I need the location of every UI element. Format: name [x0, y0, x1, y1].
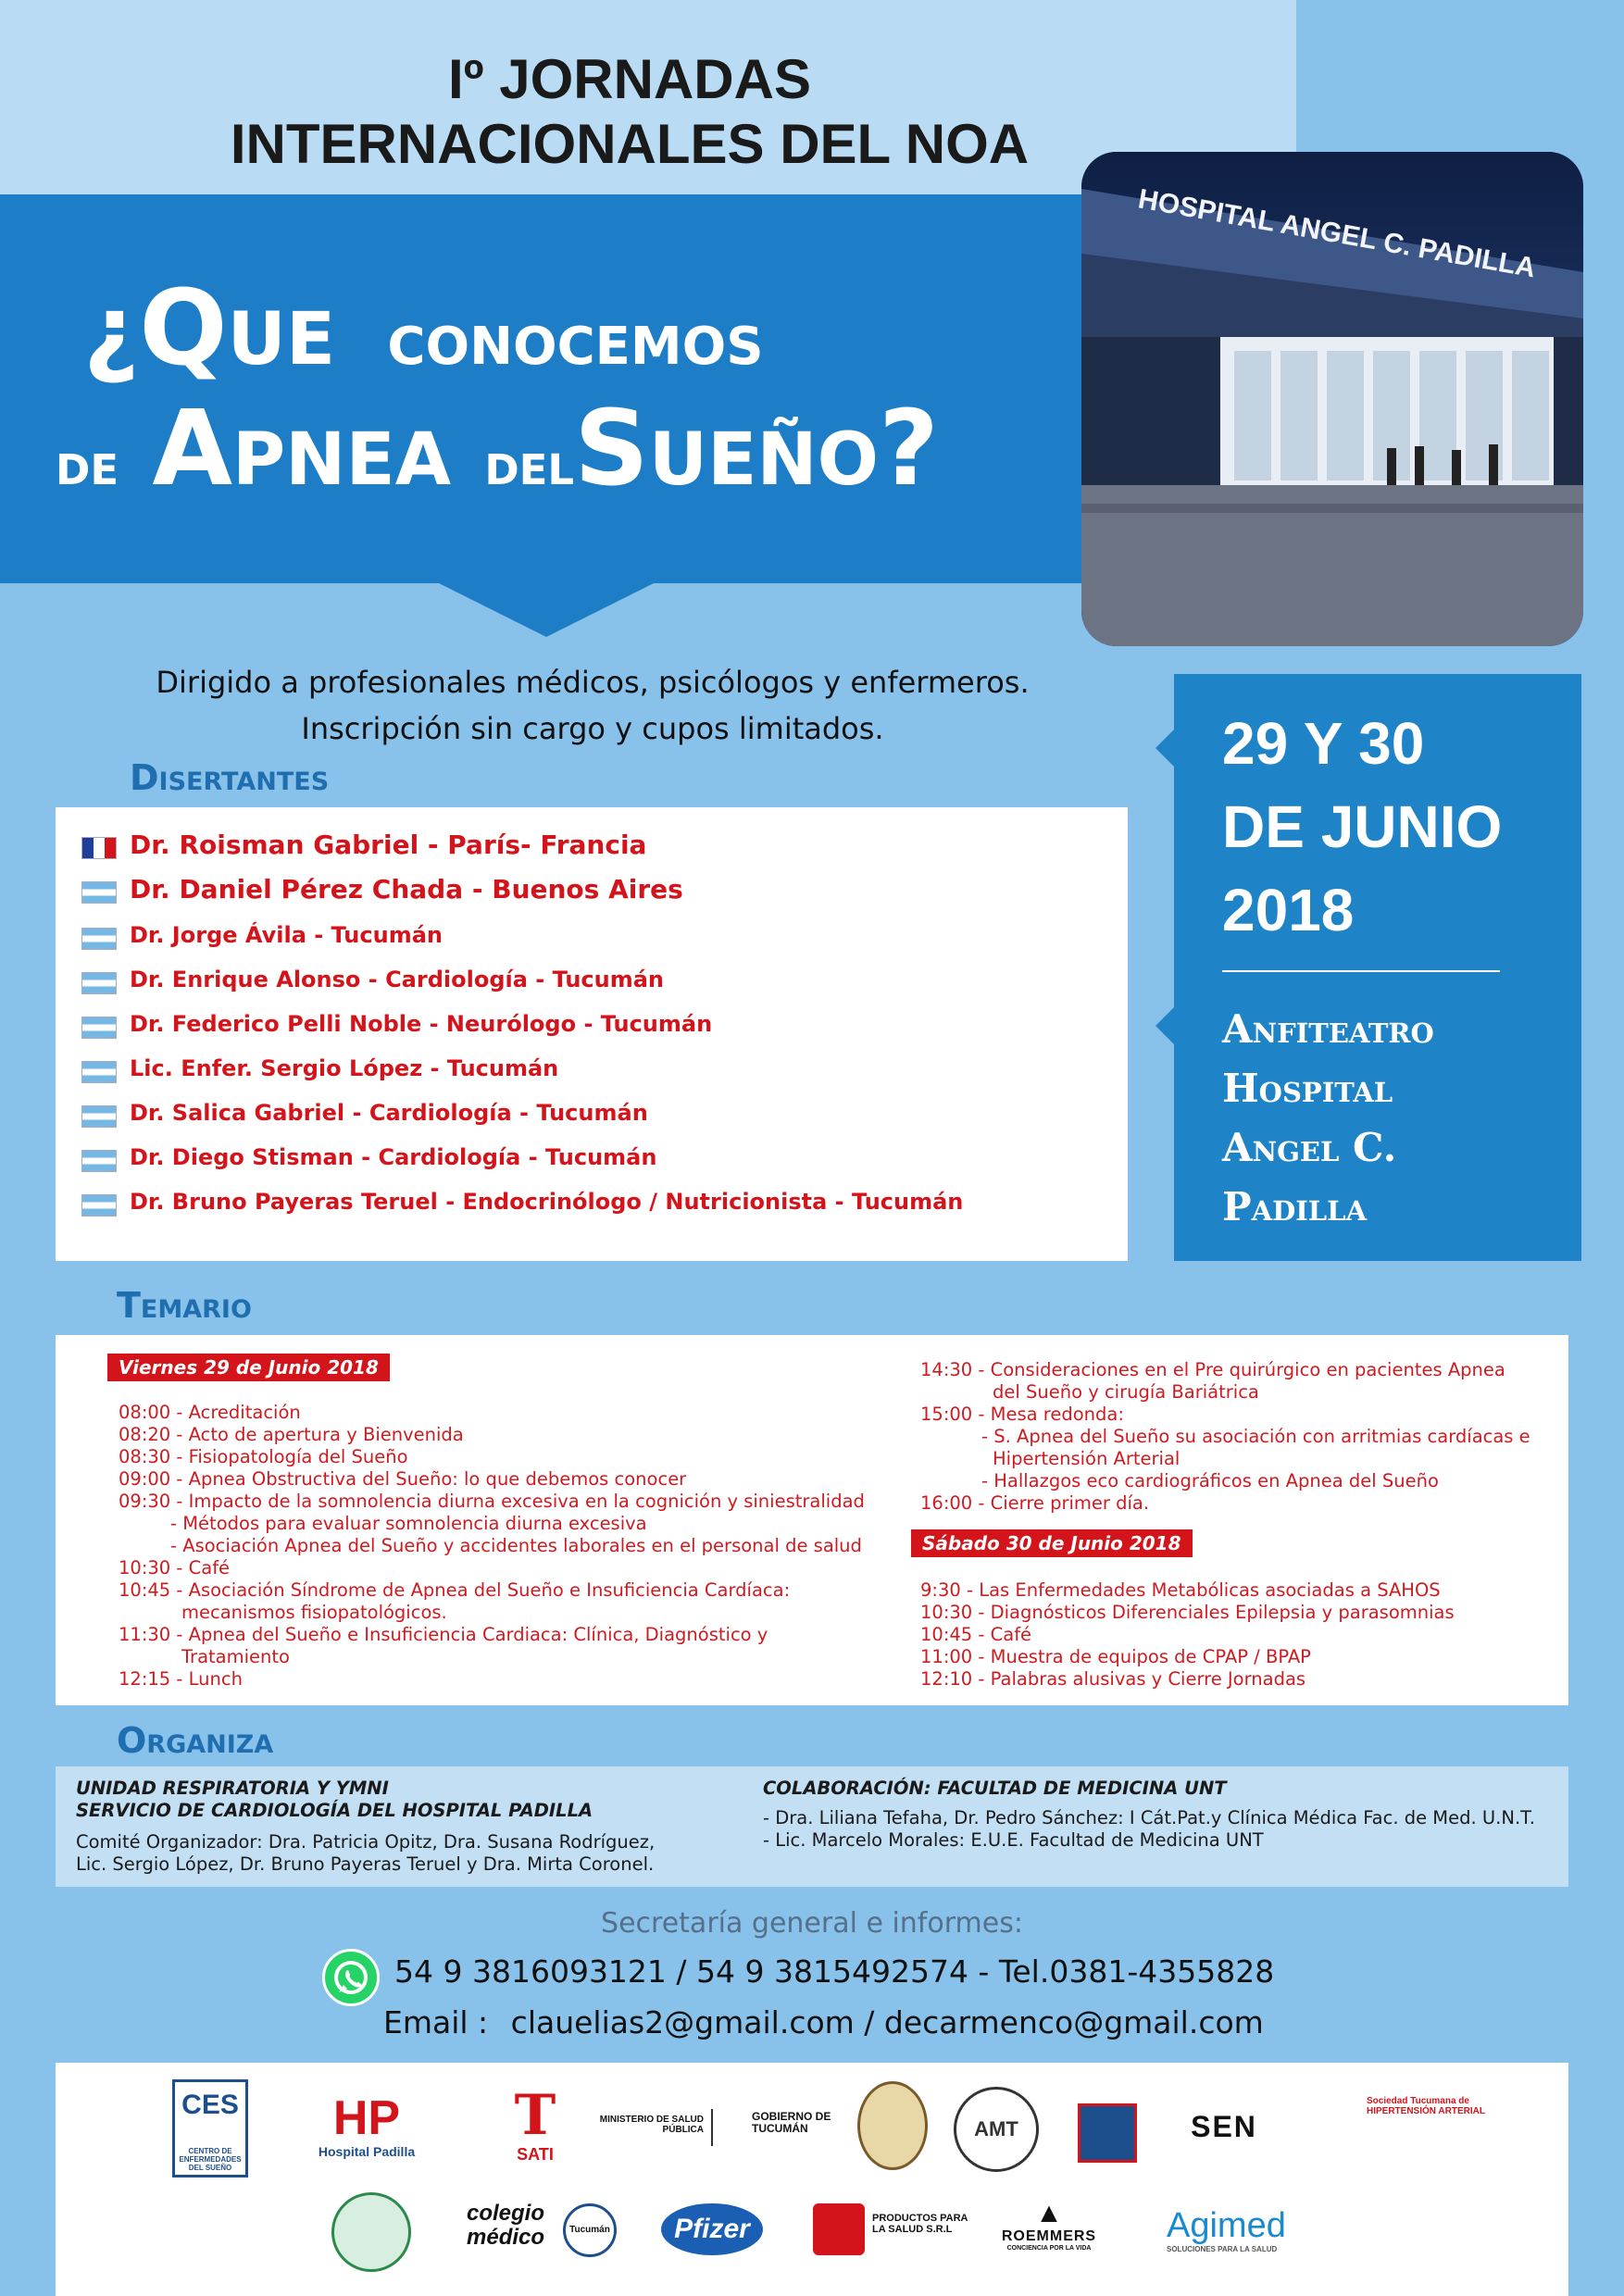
- program-item: 16:00 - Cierre primer día.: [920, 1492, 1150, 1514]
- email-addresses[interactable]: clauelias2@gmail.com / decarmenco@gmail.com: [510, 2004, 1264, 2040]
- venue-line3: Angel C.: [1222, 1125, 1397, 1170]
- hero-title-line1: [83, 268, 764, 389]
- university-seal-logo: [857, 2081, 928, 2170]
- date-divider: [1222, 970, 1500, 972]
- event-title-line2: INTERNACIONALES DEL NOA: [230, 113, 1030, 175]
- roemmers-logo-sub: CONCIENCIA POR LA VIDA: [1006, 2244, 1092, 2252]
- event-date-month: DE JUNIO: [1222, 793, 1503, 860]
- hospital-photo: [1081, 152, 1583, 646]
- banner-arrow: [435, 581, 657, 637]
- collab-title: COLABORACIÓN: FACULTAD DE MEDICINA UNT: [763, 1778, 1227, 1799]
- speaker-item: Dr. Bruno Payeras Teruel - Endocrinólogo / Nutricionista - Tucumán: [130, 1189, 964, 1215]
- argentina-flag-icon: [81, 972, 117, 994]
- respiratory-society-logo: [331, 2192, 411, 2272]
- hero-word-que: Que: [139, 268, 336, 389]
- argentina-flag-icon: [81, 1150, 117, 1172]
- sen-logo: SEN: [1191, 2110, 1257, 2143]
- whatsapp-icon: [322, 1949, 380, 2006]
- speaker-item: Dr. Daniel Pérez Chada - Buenos Aires: [130, 874, 683, 905]
- argentina-flag-icon: [81, 881, 117, 904]
- gobierno-tucuman-logo: GOBIERNO DE TUCUMÁN: [752, 2110, 831, 2136]
- speakers-box: [56, 807, 1128, 1261]
- program-heading: Temario: [117, 1285, 252, 1326]
- date-box-arrow: [1156, 730, 1174, 767]
- program-item: Tratamiento: [181, 1646, 290, 1667]
- event-date-year: 2018: [1222, 877, 1355, 943]
- hp-logo-text: HP: [332, 2091, 401, 2145]
- program-item: 10:30 - Diagnósticos Diferenciales Epilepsia y parasomnias: [920, 1602, 1455, 1623]
- org-unit2: SERVICIO DE CARDIOLOGÍA DEL HOSPITAL PADILLA: [76, 1800, 593, 1821]
- program-item: 15:00 - Mesa redonda:: [920, 1404, 1124, 1425]
- intro-line1: Dirigido a profesionales médicos, psicólogos y enfermeros.: [156, 665, 1030, 700]
- argentina-flag-icon: [81, 1194, 117, 1217]
- email-label: Email :: [383, 2004, 489, 2040]
- speaker-item: Dr. Diego Stisman - Cardiología - Tucumán: [130, 1144, 657, 1170]
- france-flag-icon: [81, 837, 117, 859]
- hero-word-apnea: Apnea: [152, 389, 452, 509]
- speaker-item: Dr. Federico Pelli Noble - Neurólogo - Tucumán: [130, 1011, 713, 1037]
- productos-logo: PRODUCTOS PARA LA SALUD S.R.L: [872, 2213, 968, 2236]
- hero-word-sueno: Sueño?: [574, 389, 939, 509]
- roemmers-mark-icon: ▲: [1035, 2198, 1063, 2228]
- program-item: 14:30 - Consideraciones en el Pre quirúrgico en pacientes Apnea: [920, 1359, 1505, 1380]
- program-item: 9:30 - Las Enfermedades Metabólicas asociadas a SAHOS: [920, 1579, 1441, 1601]
- program-item: Hipertensión Arterial: [993, 1448, 1181, 1469]
- argentina-flag-icon: [81, 1017, 117, 1039]
- program-item: - S. Apnea del Sueño su asociación con arritmias cardíacas e: [981, 1426, 1530, 1447]
- speaker-item: Dr. Roisman Gabriel - París- Francia: [130, 830, 647, 860]
- pfizer-logo: Pfizer: [661, 2203, 763, 2255]
- day2-tag: Sábado 30 de Junio 2018: [911, 1529, 1193, 1557]
- ces-logo-text: CES: [181, 2090, 239, 2120]
- sati-logo-text: SATI: [517, 2145, 554, 2164]
- logo-divider: [711, 2109, 713, 2146]
- colegio-logo-text: colegio médico: [467, 2201, 545, 2251]
- hero-word-del: del: [484, 430, 575, 499]
- program-item: 10:45 - Asociación Síndrome de Apnea del Sueño e Insuficiencia Cardíaca:: [119, 1579, 791, 1601]
- program-box: [56, 1335, 1568, 1705]
- program-item: - Métodos para evaluar somnolencia diurna excesiva: [170, 1513, 647, 1534]
- argentina-flag-icon: [81, 928, 117, 950]
- contact-email-row: [383, 2004, 1264, 2040]
- speaker-item: Dr. Salica Gabriel - Cardiología - Tucumán: [130, 1100, 648, 1126]
- speaker-item: Dr. Enrique Alonso - Cardiología - Tucumán: [130, 967, 665, 992]
- colegio-medico-logo: [467, 2202, 624, 2251]
- hospital-padilla-logo: [311, 2092, 422, 2160]
- program-item: - Asociación Apnea del Sueño y accidentes laborales en el personal de salud: [170, 1535, 862, 1556]
- day1-tag: Viernes 29 de Junio 2018: [107, 1354, 390, 1381]
- hero-word-conocemos: conocemos: [387, 295, 764, 381]
- ces-logo: [172, 2079, 248, 2177]
- program-item: 11:00 - Muestra de equipos de CPAP / BPAP: [920, 1646, 1311, 1667]
- org-committee1: Comité Organizador: Dra. Patricia Opitz, Dra. Susana Rodríguez,: [76, 1831, 656, 1853]
- hero-question-open: ¿: [83, 274, 140, 387]
- sponsors-strip: [56, 2063, 1568, 2296]
- speaker-item: Dr. Jorge Ávila - Tucumán: [130, 922, 443, 948]
- program-item: 10:30 - Café: [119, 1557, 231, 1578]
- agimed-logo: [1167, 2207, 1352, 2254]
- program-item: mecanismos fisiopatológicos.: [181, 1602, 447, 1623]
- org-unit1: UNIDAD RESPIRATORIA Y YMNI: [76, 1778, 389, 1799]
- hero-title-line2: [56, 389, 939, 509]
- event-title-line1: Iº JORNADAS: [448, 48, 811, 110]
- venue-line2: Hospital: [1222, 1066, 1393, 1111]
- intro-text: [74, 659, 1111, 752]
- hero-word-de: de: [56, 430, 119, 499]
- program-item: 12:15 - Lunch: [119, 1668, 243, 1690]
- argentina-flag-icon: [81, 1061, 117, 1083]
- ces-logo-sub: CENTRO DE ENFERMEDADES DEL SUEÑO: [179, 2147, 242, 2172]
- sati-logo: [498, 2085, 572, 2165]
- amt-logo: AMT: [954, 2087, 1039, 2172]
- program-item: - Hallazgos eco cardiográficos en Apnea del Sueño: [981, 1470, 1439, 1491]
- organiza-box: [56, 1766, 1568, 1887]
- program-item: 08:30 - Fisiopatología del Sueño: [119, 1446, 408, 1467]
- program-item: 11:30 - Apnea del Sueño e Insuficiencia Cardiaca: Clínica, Diagnóstico y: [119, 1624, 768, 1645]
- event-date-days: 29 Y 30: [1222, 710, 1425, 777]
- program-item: 12:10 - Palabras alusivas y Cierre Jornadas: [920, 1668, 1306, 1690]
- cardiology-society-logo: [1078, 2103, 1137, 2163]
- ministerio-logo: MINISTERIO DE SALUD PÚBLICA: [599, 2115, 704, 2135]
- roemmers-logo: [989, 2198, 1109, 2252]
- roemmers-logo-text: ROEMMERS: [1001, 2228, 1097, 2244]
- org-committee2: Lic. Sergio López, Dr. Bruno Payeras Teruel y Dra. Mirta Coronel.: [76, 1853, 655, 1875]
- program-item: 10:45 - Café: [920, 1624, 1032, 1645]
- hp-logo-sub: Hospital Padilla: [318, 2144, 416, 2160]
- agimed-logo-sub: SOLUCIONES PARA LA SALUD: [1167, 2244, 1278, 2253]
- venue-line4: Padilla: [1222, 1184, 1368, 1229]
- venue-box-arrow: [1156, 1007, 1174, 1044]
- date-venue-box: [1174, 674, 1581, 1261]
- intro-line2: Inscripción sin cargo y cupos limitados.: [301, 711, 884, 746]
- program-item: del Sueño y cirugía Bariátrica: [993, 1381, 1259, 1403]
- agimed-logo-text: Agimed: [1167, 2206, 1286, 2245]
- program-item: 09:30 - Impacto de la somnolencia diurna excesiva en la cognición y siniestralidad: [119, 1491, 865, 1512]
- contact-phones[interactable]: 54 9 3816093121 / 54 9 3815492574 - Tel.0381-4355828: [394, 1953, 1275, 1990]
- speakers-heading: Disertantes: [130, 757, 330, 798]
- collab-line2: - Lic. Marcelo Morales: E.U.E. Facultad de Medicina UNT: [763, 1829, 1264, 1851]
- argentina-flag-icon: [81, 1105, 117, 1128]
- venue-line1: Anfiteatro: [1222, 1006, 1434, 1052]
- sati-mark-icon: T: [514, 2083, 556, 2148]
- hospital-sign: HOSPITAL ANGEL C. PADILLA: [1135, 183, 1538, 284]
- program-item: 08:20 - Acto de apertura y Bienvenida: [119, 1424, 464, 1445]
- colegio-logo-sub: Tucumán: [563, 2203, 617, 2257]
- collab-line1: - Dra. Liliana Tefaha, Dr. Pedro Sánchez: I Cát.Pat.y Clínica Médica Fac. de Med. U.N.T.: [763, 1807, 1535, 1828]
- program-item: 09:00 - Apnea Obstructiva del Sueño: lo que debemos conocer: [119, 1468, 687, 1490]
- program-item: 08:00 - Acreditación: [119, 1402, 301, 1423]
- hipertension-society-logo: Sociedad Tucumana de HIPERTENSIÓN ARTERIAL: [1367, 2096, 1485, 2116]
- speaker-item: Lic. Enfer. Sergio López - Tucumán: [130, 1055, 559, 1081]
- contact-title: Secretaría general e informes:: [601, 1907, 1023, 1940]
- organiza-heading: Organiza: [117, 1720, 274, 1761]
- productos-mark-icon: [813, 2203, 865, 2255]
